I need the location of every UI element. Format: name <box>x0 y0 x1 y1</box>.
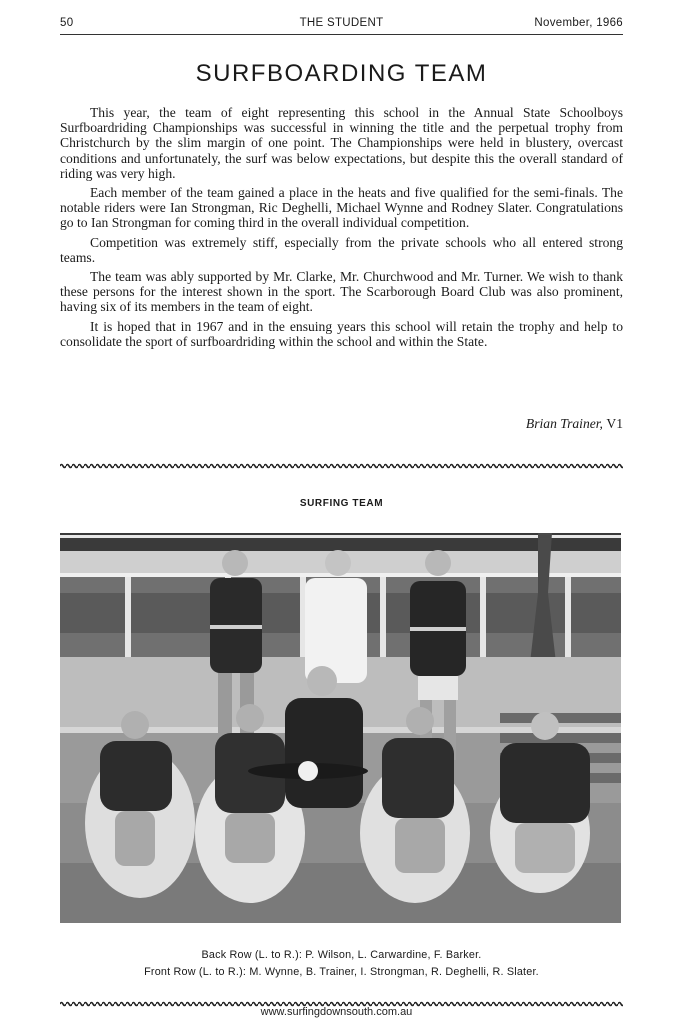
paragraph-2: Each member of the team gained a place in the heats and five qualified for the semi-finals. The notable riders were Ian Strongman, Ric Deghelli, Michael Wynne and Rodney Slater. Congratulations go to Ian Strongman for coming third in the overall individual competition. <box>60 185 623 231</box>
article-title: SURFBOARDING TEAM <box>195 60 488 87</box>
team-photo <box>60 533 621 923</box>
issue-date: November, 1966 <box>534 17 623 29</box>
paragraph-5: It is hoped that in 1967 and in the ensuing years this school will retain the trophy and help to consolidate the sport of surfboardriding within the school and within the State. <box>60 318 623 349</box>
author-form: V1 <box>606 416 623 431</box>
photo-section-title: SURFING TEAM <box>299 498 384 509</box>
paragraph-3: Competition was extremely stiff, especially from the private schools who all entered strong teams. <box>60 234 623 265</box>
page-number: 50 <box>60 17 74 29</box>
paragraph-1: This year, the team of eight representing this school in the Annual State Schoolboys Surfboardriding Championships was successful in winning the title and the perpetual trophy from Christchurch by the slim margin of one point. The Championships were held in blustery, overcast conditions and unfortunately, the surf was below expectations, but despite this the overall standard of riding was very high. <box>60 105 623 181</box>
caption-front-row: Front Row (L. to R.): M. Wynne, B. Trainer, I. Strongman, R. Deghelli, R. Slater. <box>144 966 539 978</box>
article-body <box>60 105 623 353</box>
caption-back-row: Back Row (L. to R.): P. Wilson, L. Carwardine, F. Barker. <box>201 949 482 961</box>
wavy-divider-top <box>60 463 623 469</box>
author-signature <box>526 416 623 432</box>
page-header <box>60 14 623 35</box>
watermark-url: www.surfingdownsouth.com.au <box>260 1006 413 1018</box>
publication-name: THE STUDENT <box>299 17 384 29</box>
paragraph-4: The team was ably supported by Mr. Clarke, Mr. Churchwood and Mr. Turner. We wish to thank these persons for the interest shown in the sport. The Scarborough Board Club was also prominent, having six of its members in the team of eight. <box>60 269 623 315</box>
author-name: Brian Trainer, <box>525 416 603 431</box>
